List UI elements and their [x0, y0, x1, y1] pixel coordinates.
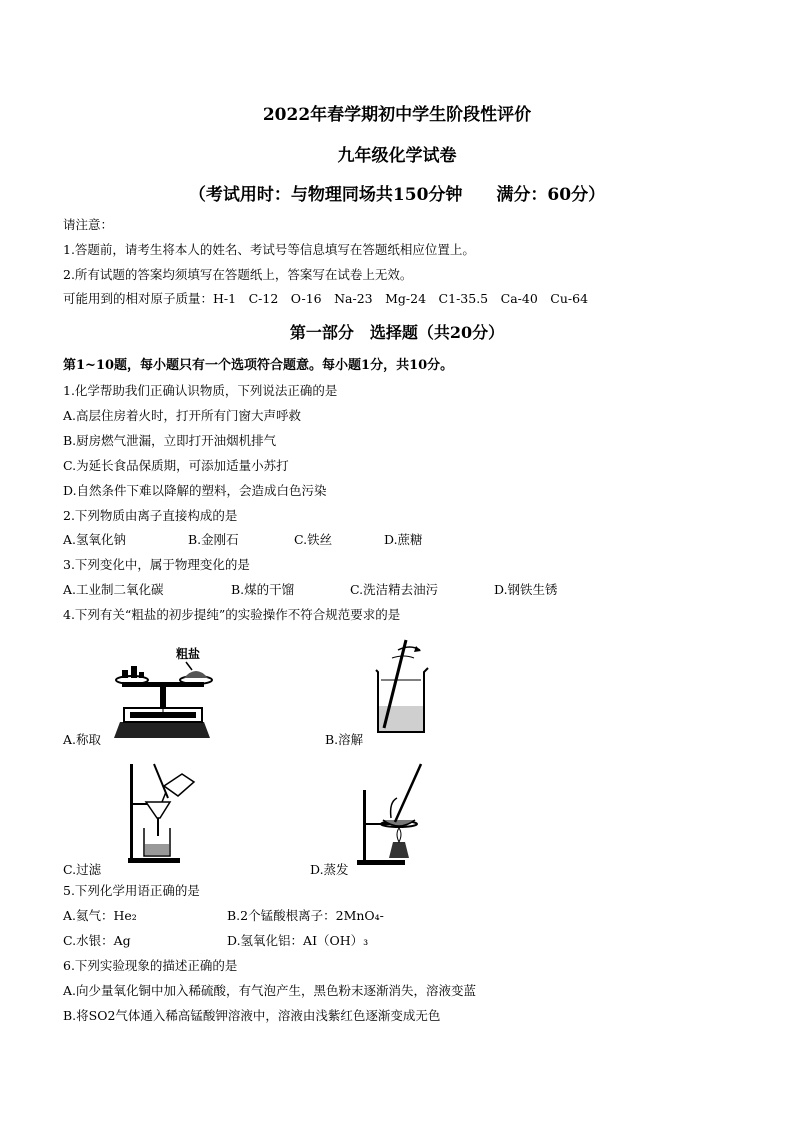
q3-stem: 3.下列变化中，属于物理变化的是 [63, 557, 250, 572]
q1-option-d: D.自然条件下难以降解的塑料，会造成白色污染 [63, 483, 327, 498]
q3-option-d: D.钢铁生锈 [494, 582, 558, 597]
q4-option-c: C.过滤 [63, 862, 102, 877]
full-score: 满分：60分） [496, 185, 606, 205]
q3-option-a: A.工业制二氧化碳 [63, 582, 164, 597]
q5-option-c: C.水银：Ag [63, 933, 131, 948]
evaporation-figure [355, 762, 435, 866]
q1-option-a: A.高层住房着火时，打开所有门窗大声呼救 [63, 408, 302, 423]
q2-stem: 2.下列物质由离子直接构成的是 [63, 508, 238, 523]
beaker-stirring-figure [368, 636, 438, 736]
q3-option-b: B.煤的干馏 [231, 582, 295, 597]
q4-stem: 4.下列有关“粗盐的初步提纯”的实验操作不符合规范要求的是 [63, 607, 401, 622]
q6-option-b: B.将SO2气体通入稀高锰酸钾溶液中，溶液由浅紫红色逐渐变成无色 [63, 1008, 441, 1023]
q2-option-c: C.铁丝 [294, 532, 333, 547]
q4-option-b: B.溶解 [325, 732, 364, 747]
notice-heading: 请注意： [63, 217, 114, 232]
q2-option-d: D.蔗糖 [384, 532, 423, 547]
exam-title: 2022年春学期初中学生阶段性评价 [262, 105, 532, 125]
coarse-salt-label: 粗盐 [176, 647, 201, 661]
exam-info [0, 180, 794, 205]
q4-option-a: A.称取 [63, 732, 102, 747]
balance-figure [108, 642, 218, 742]
q1-option-c: C.为延长食品保质期，可添加适量小苏打 [63, 458, 289, 473]
notice-item-2: 2.所有试题的答案均须填写在答题纸上，答案写在试卷上无效。 [63, 267, 413, 282]
q2-option-a: A.氢氧化钠 [63, 532, 127, 547]
section-title: 第一部分 选择题（共20分） [289, 323, 505, 342]
q5-option-a: A.氦气：He₂ [63, 908, 137, 923]
q6-option-a: A.向少量氧化铜中加入稀硫酸，有气泡产生，黑色粉末逐渐消失，溶液变蓝 [63, 983, 477, 998]
exam-time: （考试用时：与物理同场共150分钟 [188, 185, 463, 205]
q4-option-d: D.蒸发 [310, 862, 349, 877]
q2-option-b: B.金刚石 [188, 532, 239, 547]
q1-option-b: B.厨房燃气泄漏，立即打开油烟机排气 [63, 433, 277, 448]
notice-item-1: 1.答题前，请考生将本人的姓名、考试号等信息填写在答题纸相应位置上。 [63, 242, 475, 257]
atomic-masses: 可能用到的相对原子质量：H-1 C-12 O-16 Na-23 Mg-24 C1-35.5 Ca-40 Cu-64 [63, 291, 589, 306]
q6-stem: 6.下列实验现象的描述正确的是 [63, 958, 238, 973]
section-instruction: 第1~10题，每小题只有一个选项符合题意。每小题1分，共10分。 [63, 358, 454, 373]
filtration-figure [122, 760, 198, 864]
q5-option-b: B.2个锰酸根离子：2MnO₄- [227, 908, 384, 923]
exam-subtitle: 九年级化学试卷 [337, 146, 457, 166]
q1-stem: 1.化学帮助我们正确认识物质，下列说法正确的是 [63, 383, 338, 398]
q5-stem: 5.下列化学用语正确的是 [63, 883, 200, 898]
q3-option-c: C.洗洁精去油污 [350, 582, 439, 597]
q5-option-d: D.氢氧化铝：AI（OH）₃ [227, 933, 369, 948]
